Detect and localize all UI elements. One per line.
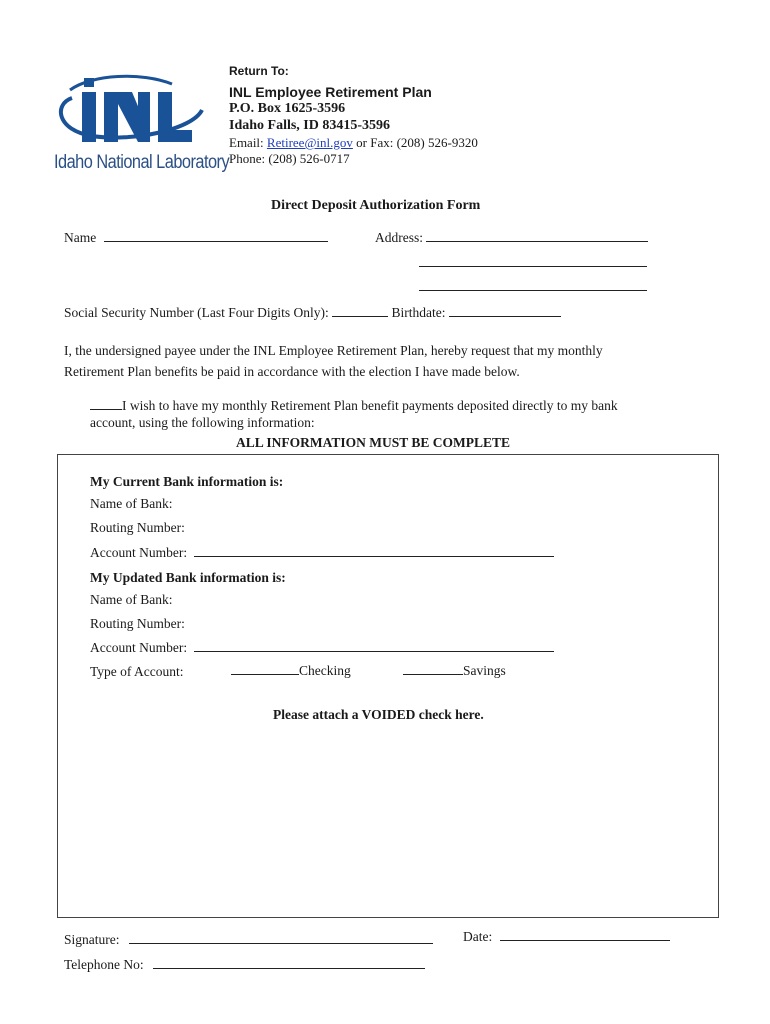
signature-field[interactable] [129, 943, 433, 944]
checking-label: Checking [299, 663, 351, 678]
checking-field[interactable] [231, 674, 299, 675]
birthdate-field[interactable] [449, 316, 561, 317]
statement-line-1: I, the undersigned payee under the INL Employee Retirement Plan, hereby request that my monthly [64, 343, 603, 358]
name-row [64, 230, 328, 246]
return-to-label: Return To: [229, 64, 289, 78]
election-line-2: account, using the following information: [90, 415, 315, 430]
updated-account-label: Account Number: [90, 640, 188, 655]
name-label: Name [64, 230, 97, 245]
signature-label: Signature: [64, 932, 120, 947]
address-row-3 [419, 276, 647, 296]
address-field-1[interactable] [426, 241, 648, 242]
inl-logo [52, 70, 230, 182]
logo-caption: Idaho National Laboratory [54, 152, 230, 173]
form-title: Direct Deposit Authorization Form [271, 198, 481, 213]
telephone-row [64, 957, 425, 973]
email-link[interactable]: Retiree@inl.gov [266, 135, 353, 150]
election-check-field[interactable] [90, 409, 122, 410]
fax-text: or Fax: (208) 526-9320 [356, 135, 478, 150]
updated-account-row [90, 640, 554, 656]
statement-line-2: Retirement Plan benefits be paid in accordance with the election I have made below. [64, 364, 520, 379]
account-type-label: Type of Account: [90, 664, 184, 679]
date-label: Date: [463, 929, 493, 944]
election-text: I wish to have my monthly Retirement Plan benefit payments deposited directly to my bank [122, 398, 618, 413]
date-field[interactable] [500, 940, 670, 941]
current-account-field[interactable] [194, 556, 554, 557]
address-row-2 [419, 252, 647, 272]
phone-line: Phone: (208) 526-0717 [229, 151, 350, 166]
complete-notice: ALL INFORMATION MUST BE COMPLETE [236, 435, 511, 450]
ssn-label: Social Security Number (Last Four Digits Only): [64, 305, 329, 320]
address-field-3[interactable] [419, 276, 647, 291]
savings-field[interactable] [403, 674, 463, 675]
email-line [229, 135, 478, 151]
inl-logo-mark [52, 70, 212, 155]
updated-bank-heading: My Updated Bank information is: [90, 570, 286, 585]
election-line-1 [90, 398, 618, 414]
current-account-label: Account Number: [90, 545, 188, 560]
telephone-label: Telephone No: [64, 957, 144, 972]
address-field-2[interactable] [419, 252, 647, 267]
address-row [375, 230, 648, 246]
voided-check-note: Please attach a VOIDED check here. [273, 707, 484, 722]
email-label: Email: [229, 135, 264, 150]
ssn-row [64, 305, 561, 321]
updated-bank-name-label: Name of Bank: [90, 592, 173, 607]
checking-option [231, 663, 351, 679]
address-label: Address: [375, 230, 423, 245]
updated-account-field[interactable] [194, 651, 554, 652]
po-box: P.O. Box 1625-3596 [229, 101, 346, 116]
name-field[interactable] [104, 241, 328, 242]
ssn-field[interactable] [332, 316, 388, 317]
current-bank-heading: My Current Bank information is: [90, 474, 284, 489]
savings-option [403, 663, 506, 679]
current-routing-label: Routing Number: [90, 520, 185, 535]
telephone-field[interactable] [153, 968, 425, 969]
signature-row [64, 932, 433, 948]
current-account-row [90, 545, 554, 561]
date-row [463, 929, 670, 945]
savings-label: Savings [463, 663, 506, 678]
current-bank-name-label: Name of Bank: [90, 496, 173, 511]
city-line: Idaho Falls, ID 83415-3596 [229, 118, 391, 133]
birthdate-label: Birthdate: [391, 305, 446, 320]
plan-name: INL Employee Retirement Plan [229, 84, 432, 100]
updated-routing-label: Routing Number: [90, 616, 185, 631]
